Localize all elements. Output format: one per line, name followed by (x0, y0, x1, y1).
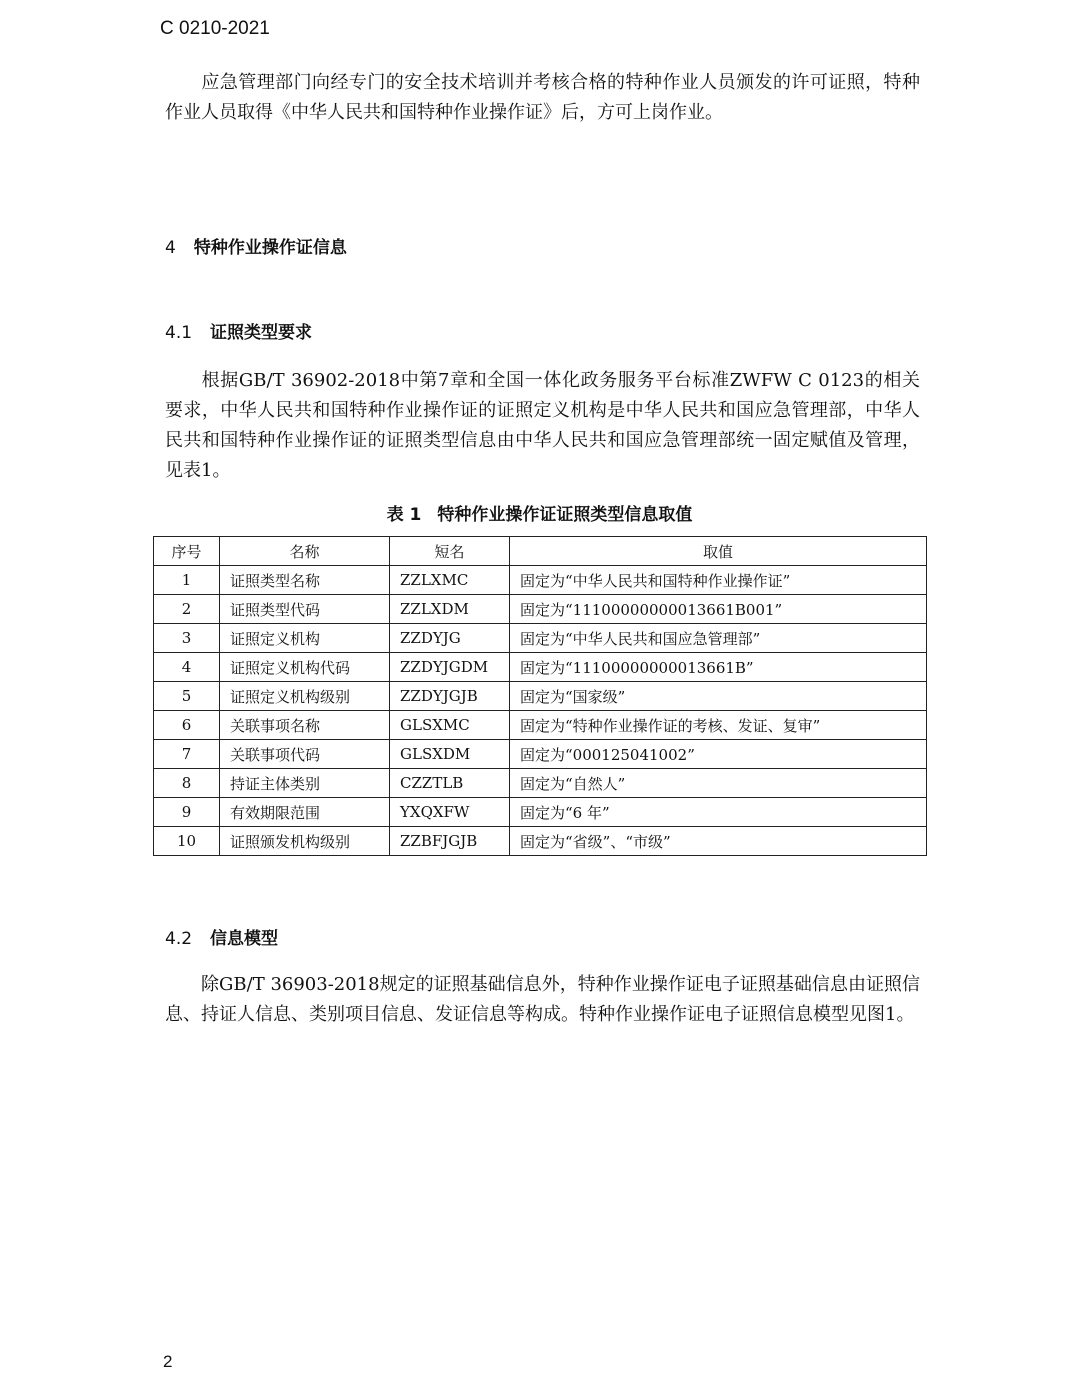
table-1-caption (153, 500, 926, 525)
table-row (154, 827, 927, 856)
intro-text: 应急管理部门向经专门的安全技术培训并考核合格的特种作业人员颁发的许可证照，特种作业人员取得《中华人民共和国特种作业操作证》后，方可上岗作业。 (165, 72, 920, 123)
section-4-2-number: 4.2 (165, 929, 193, 949)
table-row (154, 566, 927, 595)
cell-index: 7 (154, 740, 220, 769)
table-row (154, 740, 927, 769)
section-4-2-heading (165, 924, 278, 949)
table-row (154, 682, 927, 711)
section-4-1-text: 根据GB/T 36902-2018中第7章和全国一体化政务服务平台标准ZWFW C 0123的相关要求，中华人民共和国特种作业操作证的证照定义机构是中华人民共和国应急管理部，中华人民共和国特种作业操作证的证照类型信息由中华人民共和国应急管理部统一固定赋值及管理，见表1。 (165, 370, 920, 481)
cell-index: 4 (154, 653, 220, 682)
header-name: 名称 (220, 537, 390, 566)
section-4-1-title: 证照类型要求 (210, 323, 313, 343)
cell-value: 固定为“特种作业操作证的考核、发证、复审” (510, 711, 927, 740)
cell-index: 6 (154, 711, 220, 740)
header-index: 序号 (154, 537, 220, 566)
table-row (154, 624, 927, 653)
cell-name: 证照定义机构代码 (220, 653, 390, 682)
cell-index: 5 (154, 682, 220, 711)
table-row (154, 711, 927, 740)
section-4-2-title: 信息模型 (210, 929, 279, 949)
table-1 (153, 536, 927, 856)
cell-name: 证照类型名称 (220, 566, 390, 595)
table-row (154, 798, 927, 827)
cell-value: 固定为“6 年” (510, 798, 927, 827)
cell-value: 固定为“11100000000013661B” (510, 653, 927, 682)
section-4-2-paragraph (165, 970, 920, 1030)
intro-paragraph (165, 68, 920, 128)
cell-value: 固定为“中华人民共和国应急管理部” (510, 624, 927, 653)
section-4-1-heading (165, 318, 312, 343)
header-value: 取值 (510, 537, 927, 566)
cell-short-name: ZZDYJGDM (390, 653, 510, 682)
cell-value: 固定为“11100000000013661B001” (510, 595, 927, 624)
page-number: 2 (163, 1352, 173, 1371)
cell-index: 1 (154, 566, 220, 595)
table-1-label: 表 1 (386, 505, 422, 525)
section-4-1-paragraph (165, 366, 920, 486)
cell-name: 证照颁发机构级别 (220, 827, 390, 856)
cell-short-name: ZZLXDM (390, 595, 510, 624)
cell-name: 证照定义机构级别 (220, 682, 390, 711)
section-4-title: 特种作业操作证信息 (193, 238, 347, 258)
cell-name: 关联事项名称 (220, 711, 390, 740)
cell-value: 固定为“省级”、“市级” (510, 827, 927, 856)
cell-value: 固定为“自然人” (510, 769, 927, 798)
cell-short-name: ZZDYJG (390, 624, 510, 653)
section-4-number: 4 (165, 238, 176, 258)
table-header-row (154, 537, 927, 566)
cell-value: 固定为“中华人民共和国特种作业操作证” (510, 566, 927, 595)
cell-short-name: GLSXDM (390, 740, 510, 769)
cell-value: 固定为“000125041002” (510, 740, 927, 769)
header-short-name: 短名 (390, 537, 510, 566)
section-4-heading (165, 233, 347, 258)
cell-index: 10 (154, 827, 220, 856)
cell-index: 9 (154, 798, 220, 827)
cell-name: 有效期限范围 (220, 798, 390, 827)
cell-short-name: CZZTLB (390, 769, 510, 798)
cell-name: 证照定义机构 (220, 624, 390, 653)
cell-short-name: YXQXFW (390, 798, 510, 827)
section-4-1-number: 4.1 (165, 323, 193, 343)
cell-short-name: ZZDYJGJB (390, 682, 510, 711)
section-4-2-text: 除GB/T 36903-2018规定的证照基础信息外，特种作业操作证电子证照基础信息由证照信息、持证人信息、类别项目信息、发证信息等构成。特种作业操作证电子证照信息模型见图1。 (165, 974, 920, 1025)
cell-short-name: ZZBFJGJB (390, 827, 510, 856)
cell-name: 证照类型代码 (220, 595, 390, 624)
cell-index: 3 (154, 624, 220, 653)
cell-short-name: ZZLXMC (390, 566, 510, 595)
table-row (154, 769, 927, 798)
cell-value: 固定为“国家级” (510, 682, 927, 711)
cell-name: 持证主体类别 (220, 769, 390, 798)
cell-short-name: GLSXMC (390, 711, 510, 740)
table-row (154, 595, 927, 624)
cell-index: 2 (154, 595, 220, 624)
table-row (154, 653, 927, 682)
cell-index: 8 (154, 769, 220, 798)
document-code: C 0210-2021 (160, 18, 270, 39)
table-1-title: 特种作业操作证证照类型信息取值 (437, 505, 693, 525)
cell-name: 关联事项代码 (220, 740, 390, 769)
